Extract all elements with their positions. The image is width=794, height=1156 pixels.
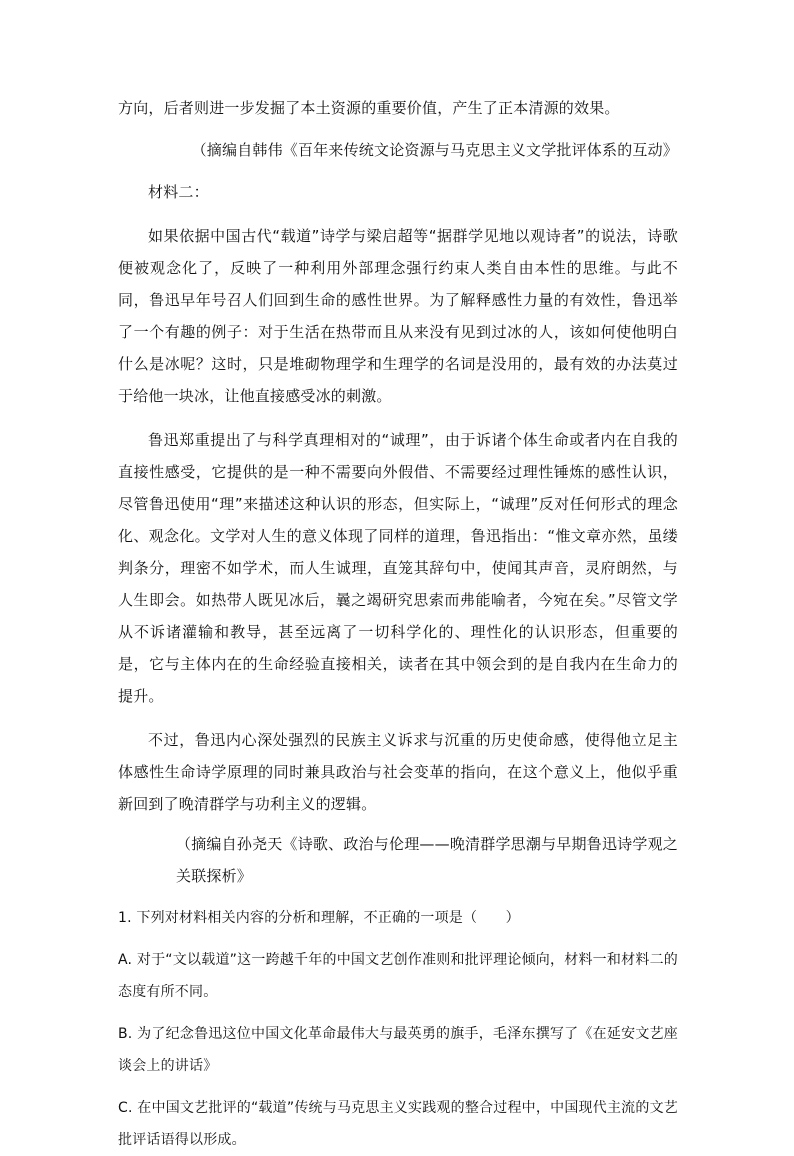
paragraph-continuation: 方向，后者则进一步发掘了本土资源的重要价值，产生了正本清源的效果。: [118, 99, 620, 117]
material-2-paragraph-2: 鲁迅郑重提出了与科学真理相对的“诚理”，由于诉诸个体生命或者内在自我的直接性感受，它提供的是一种不需要向外假借、不需要经过理性锤炼的感性认识，尽管鲁迅使用“理”来描述这种认识的形态，但实际上，“诚理”反对任何形式的理念化、观念化。文学对人生的意义体现了同样的道理，鲁迅指出：“惟文章亦然，虽缕判条分，理密不如学术，而人生诚理，直笼其辞句中，使闻其声音，灵府朗然，与人生即会。如热带人既见冰后，曩之竭研究思索而弗能喻者，今宛在矣。”尽管文学从不诉诸灌输和教导，甚至远离了一切科学化的、理性化的认识形态，但重要的是，它与主体内在的生命经验直接相关，读者在其中领会到的是自我内在生命力的提升。: [118, 431, 678, 705]
question-1: 1. 下列对材料相关内容的分析和理解，不正确的一项是（ ）: [118, 910, 520, 926]
document-page: [118, 92, 678, 1156]
option-b: B. 为了纪念鲁迅这位中国文化革命最伟大与最英勇的旗手，毛泽东撰写了《在延安文艺座谈会上的讲话》: [118, 1026, 678, 1074]
source-citation-1: （摘编自韩伟《百年来传统文论资源与马克思主义文学批评体系的互动》: [191, 141, 678, 159]
option-a: A. 对于“文以载道”这一跨越千年的中国文艺创作准则和批评理论倾向，材料一和材料二的态度有所不同。: [118, 952, 678, 1000]
option-c: C. 在中国文艺批评的“载道”传统与马克思主义实践观的整合过程中，中国现代主流的文艺批评话语得以形成。: [118, 1100, 678, 1148]
material-2-paragraph-3: 不过，鲁迅内心深处强烈的民族主义诉求与沉重的历史使命感，使得他立足主体感性生命诗学原理的同时兼具政治与社会变革的指向，在这个意义上，他似乎重新回到了晚清群学与功利主义的逻辑。: [118, 731, 678, 813]
material-2-paragraph-1: 如果依据中国古代“载道”诗学与梁启超等“据群学见地以观诗者”的说法，诗歌便被观念化了，反映了一种利用外部理念强行约束人类自由本性的思维。与此不同，鲁迅早年号召人们回到生命的感性世界。为了解释感性力量的有效性，鲁迅举了一个有趣的例子：对于生活在热带而且从来没有见到过冰的人，该如何使他明白什么是冰呢？这时，只是堆砌物理学和生理学的名词是没用的，最有效的办法莫过于给他一块冰，让他直接感受冰的刺激。: [118, 227, 678, 405]
material-2-heading: 材料二：: [148, 183, 209, 201]
source-citation-2: （摘编自孙尧天《诗歌、政治与伦理——晚清群学思潮与早期鲁迅诗学观之关联探析》: [176, 835, 678, 885]
